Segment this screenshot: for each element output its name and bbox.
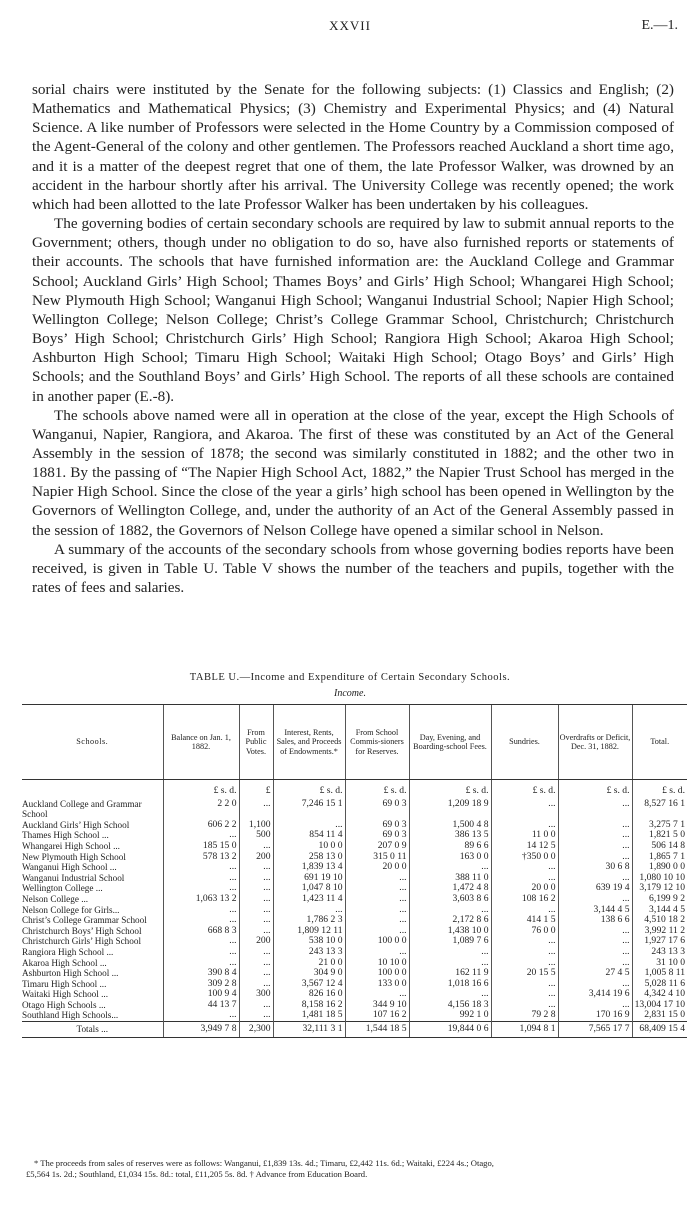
amount-cell: 3,275 7 1 bbox=[632, 820, 687, 831]
amount-cell: ... bbox=[163, 873, 239, 884]
unit-cell: £ s. d. bbox=[345, 780, 409, 799]
school-name-cell: Christchurch Girls’ High School bbox=[22, 936, 141, 947]
amount-cell: ... bbox=[345, 894, 409, 905]
column-header: Balance on Jan. 1, 1882. bbox=[163, 705, 239, 780]
amount-cell: ... bbox=[491, 989, 558, 1000]
amount-cell: 243 13 3 bbox=[632, 947, 687, 958]
amount-cell: 1,821 5 0 bbox=[632, 830, 687, 841]
amount-cell: ... bbox=[491, 873, 558, 884]
amount-cell: 200 bbox=[239, 936, 273, 947]
amount-cell: ... bbox=[491, 1000, 558, 1011]
amount-cell: 1,089 7 6 bbox=[409, 936, 491, 947]
amount-cell: 1,005 8 11 bbox=[632, 968, 687, 979]
amount-cell: ... bbox=[273, 820, 345, 831]
school-name-cell: Wanganui High School ... bbox=[22, 862, 117, 873]
table-row bbox=[22, 947, 687, 958]
school-name-cell: New Plymouth High School bbox=[22, 851, 126, 862]
school-name-cell: Wellington College ... bbox=[22, 883, 103, 894]
school-name-cell: Ashburton High School ... bbox=[22, 968, 119, 979]
amount-cell: ... bbox=[558, 958, 632, 969]
amount-cell: ... bbox=[558, 830, 632, 841]
amount-cell: 500 bbox=[239, 830, 273, 841]
amount-cell: 69 0 3 bbox=[345, 820, 409, 831]
amount-cell: ... bbox=[558, 820, 632, 831]
amount-cell: 3,414 19 6 bbox=[558, 989, 632, 1000]
amount-cell: ... bbox=[239, 905, 273, 916]
footnotes bbox=[26, 1158, 686, 1180]
school-name-cell: Auckland Girls’ High School bbox=[22, 819, 130, 830]
amount-cell: 826 16 0 bbox=[273, 989, 345, 1000]
amount-cell: 3,144 4 5 bbox=[632, 905, 687, 916]
amount-cell: ... bbox=[239, 1010, 273, 1021]
table-row bbox=[22, 1000, 687, 1011]
amount-cell: 668 8 3 bbox=[163, 926, 239, 937]
amount-cell: 11 0 0 bbox=[491, 830, 558, 841]
school-name-cell: Christ’s College Grammar School bbox=[22, 915, 147, 926]
table-row bbox=[22, 1010, 687, 1021]
amount-cell: 21 0 0 bbox=[273, 958, 345, 969]
amount-cell: ... bbox=[558, 1000, 632, 1011]
unit-cell: £ s. d. bbox=[632, 780, 687, 799]
amount-cell: ... bbox=[491, 947, 558, 958]
amount-cell: ... bbox=[345, 883, 409, 894]
amount-cell: ... bbox=[409, 947, 491, 958]
table-row bbox=[22, 936, 687, 947]
school-name-cell: Nelson College for Girls... bbox=[22, 904, 120, 915]
amount-cell: ... bbox=[345, 947, 409, 958]
amount-cell: ... bbox=[409, 905, 491, 916]
table-row bbox=[22, 799, 687, 820]
amount-cell: 1,047 8 10 bbox=[273, 883, 345, 894]
school-name-cell: Otago High Schools ... bbox=[22, 999, 106, 1010]
amount-cell: ... bbox=[409, 989, 491, 1000]
table-row bbox=[22, 926, 687, 937]
amount-cell: ... bbox=[345, 926, 409, 937]
amount-cell: ... bbox=[558, 926, 632, 937]
amount-cell: ... bbox=[239, 915, 273, 926]
unit-cell: £ s. d. bbox=[409, 780, 491, 799]
school-name-cell: Southland High Schools... bbox=[22, 1010, 119, 1021]
amount-cell: ... bbox=[163, 947, 239, 958]
total-cell: 7,565 17 7 bbox=[558, 1022, 632, 1038]
amount-cell: 3,603 8 6 bbox=[409, 894, 491, 905]
amount-cell: ... bbox=[163, 915, 239, 926]
school-name-cell: Waitaki High School ... bbox=[22, 989, 109, 1000]
amount-cell: 163 0 0 bbox=[409, 852, 491, 863]
amount-cell: ... bbox=[163, 862, 239, 873]
amount-cell: 992 1 0 bbox=[409, 1010, 491, 1021]
amount-cell: 69 0 3 bbox=[345, 799, 409, 820]
amount-cell: 10 10 0 bbox=[345, 958, 409, 969]
school-name-cell: Thames High School ... bbox=[22, 830, 109, 841]
school-name-cell: Nelson College ... bbox=[22, 893, 89, 904]
amount-cell: 344 9 10 bbox=[345, 1000, 409, 1011]
column-header: From Public Votes. bbox=[239, 705, 273, 780]
unit-cell: £ s. d. bbox=[558, 780, 632, 799]
amount-cell: 138 6 6 bbox=[558, 915, 632, 926]
amount-cell: 538 10 0 bbox=[273, 936, 345, 947]
amount-cell: ... bbox=[163, 936, 239, 947]
totals-row bbox=[22, 1022, 687, 1038]
unit-cell: £ s. d. bbox=[491, 780, 558, 799]
total-cell: 1,094 8 1 bbox=[491, 1022, 558, 1038]
amount-cell: 4,510 18 2 bbox=[632, 915, 687, 926]
income-table bbox=[22, 704, 687, 1038]
amount-cell: 44 13 7 bbox=[163, 1000, 239, 1011]
amount-cell: 606 2 2 bbox=[163, 820, 239, 831]
column-header: Overdrafts or Deficit, Dec. 31, 1882. bbox=[558, 705, 632, 780]
amount-cell: ... bbox=[558, 873, 632, 884]
footnote-reserves: * The proceeds from sales of reserves were as follows: Wanganui, £1,839 13s. 4d.; Timaru, £2,442 11s. 6d.; Waitaki, £224 4s.; Otago, bbox=[34, 1158, 494, 1168]
amount-cell: ... bbox=[239, 947, 273, 958]
amount-cell: 108 16 2 bbox=[491, 894, 558, 905]
amount-cell: ... bbox=[345, 989, 409, 1000]
table-row bbox=[22, 883, 687, 894]
amount-cell: 1,423 11 4 bbox=[273, 894, 345, 905]
amount-cell: 185 15 0 bbox=[163, 841, 239, 852]
amount-cell: 1,865 7 1 bbox=[632, 852, 687, 863]
amount-cell: 20 15 5 bbox=[491, 968, 558, 979]
amount-cell: 7,246 15 1 bbox=[273, 799, 345, 820]
amount-cell: 1,080 10 10 bbox=[632, 873, 687, 884]
amount-cell: ... bbox=[409, 958, 491, 969]
amount-cell: 207 0 9 bbox=[345, 841, 409, 852]
amount-cell: 20 0 0 bbox=[491, 883, 558, 894]
units-row bbox=[22, 780, 687, 799]
paragraph: The governing bodies of certain secondary schools are required by law to submit annual reports to the Government; others, though under no obligation to do so, have also furnished reports or statements of their accounts. The schools that have furnished information are: the Auckland College and Grammar School; Auckland Girls’ High School; Thames Boys’ and Girls’ High School; Whangarei High School; New Plymouth High School; Wanganui High School; Wanganui Industrial School; Napier High School; Wellington College; Nelson College; Christ’s College Grammar School, Christchurch; Christchurch Boys’ High School; Christchurch Girls’ High School; Rangiora High School; Akaroa High School; Ashburton High School; Timaru High School; Waitaki High School; Otago Boys’ and Girls’ High Schools; and the Southland Boys’ and Girls’ High School. The reports of all these schools are contained in another paper (E.-8). bbox=[32, 215, 674, 405]
amount-cell: 854 11 4 bbox=[273, 830, 345, 841]
amount-cell: 69 0 3 bbox=[345, 830, 409, 841]
body-text bbox=[32, 80, 674, 597]
amount-cell: 309 2 8 bbox=[163, 979, 239, 990]
amount-cell: ... bbox=[239, 841, 273, 852]
total-cell: 3,949 7 8 bbox=[163, 1022, 239, 1038]
table-row bbox=[22, 873, 687, 884]
school-name-cell: Wanganui Industrial School bbox=[22, 872, 125, 883]
school-name-cell: Christchurch Boys’ High School bbox=[22, 925, 142, 936]
amount-cell: 10 0 0 bbox=[273, 841, 345, 852]
amount-cell: 89 6 6 bbox=[409, 841, 491, 852]
total-cell: 2,300 bbox=[239, 1022, 273, 1038]
table-row bbox=[22, 989, 687, 1000]
amount-cell: 506 14 8 bbox=[632, 841, 687, 852]
amount-cell: ... bbox=[239, 926, 273, 937]
amount-cell: 639 19 4 bbox=[558, 883, 632, 894]
table-row bbox=[22, 894, 687, 905]
amount-cell: 315 0 11 bbox=[345, 852, 409, 863]
amount-cell: 3,567 12 4 bbox=[273, 979, 345, 990]
amount-cell: †350 0 0 bbox=[491, 852, 558, 863]
amount-cell: ... bbox=[239, 799, 273, 820]
table-row bbox=[22, 841, 687, 852]
paragraph: A summary of the accounts of the secondary schools from whose governing bodies reports have been received, is given in Table U. Table V shows the number of the teachers and pupils, together with the rates of fees and salaries. bbox=[32, 540, 674, 597]
table-title: TABLE U.—Income and Expenditure of Certain Secondary Schools. bbox=[189, 672, 511, 683]
amount-cell: 3,179 12 10 bbox=[632, 883, 687, 894]
amount-cell: 1,786 2 3 bbox=[273, 915, 345, 926]
amount-cell: 133 0 0 bbox=[345, 979, 409, 990]
amount-cell: ... bbox=[239, 883, 273, 894]
amount-cell: 1,890 0 0 bbox=[632, 862, 687, 873]
amount-cell: ... bbox=[345, 873, 409, 884]
amount-cell: 691 19 10 bbox=[273, 873, 345, 884]
unit-cell bbox=[22, 780, 163, 799]
amount-cell: ... bbox=[345, 915, 409, 926]
amount-cell: ... bbox=[558, 936, 632, 947]
amount-cell: ... bbox=[491, 799, 558, 820]
paragraph: sorial chairs were instituted by the Senate for the following subjects: (1) Classics and English; (2) Mathematics and Mathematical Physics; (3) Chemistry and Experimental Physics; and (4) Natural Science. A like number of Professors were selected in the Home Country by a Commission composed of the Agent-General of the colony and other gentlemen. The Professors reached Auckland a short time ago, and it is a matter of the deepest regret that one of them, the late Professor Walker, was drowned by an accident in the harbour shortly after his arrival. The University College was recently opened; the work which had been allotted to the late Professor Walker has been undertaken by his colleagues. bbox=[32, 81, 674, 213]
table-row bbox=[22, 852, 687, 863]
table-row bbox=[22, 905, 687, 916]
amount-cell: ... bbox=[491, 936, 558, 947]
school-name-cell: Rangiora High School ... bbox=[22, 946, 114, 957]
amount-cell: ... bbox=[558, 947, 632, 958]
amount-cell: 100 0 0 bbox=[345, 968, 409, 979]
amount-cell: 27 4 5 bbox=[558, 968, 632, 979]
amount-cell: ... bbox=[163, 830, 239, 841]
amount-cell: 6,199 9 2 bbox=[632, 894, 687, 905]
school-name-cell: Whangarei High School ... bbox=[22, 840, 120, 851]
amount-cell: 300 bbox=[239, 989, 273, 1000]
column-header: Sundries. bbox=[491, 705, 558, 780]
amount-cell: 578 13 2 bbox=[163, 852, 239, 863]
amount-cell: ... bbox=[239, 862, 273, 873]
column-header: Total. bbox=[632, 705, 687, 780]
amount-cell: 386 13 5 bbox=[409, 830, 491, 841]
amount-cell: ... bbox=[558, 979, 632, 990]
column-header: Interest, Rents, Sales, and Proceeds of Endowments.* bbox=[273, 705, 345, 780]
table-row bbox=[22, 862, 687, 873]
amount-cell: 20 0 0 bbox=[345, 862, 409, 873]
amount-cell: ... bbox=[239, 1000, 273, 1011]
amount-cell: 1,839 13 4 bbox=[273, 862, 345, 873]
amount-cell: 100 0 0 bbox=[345, 936, 409, 947]
amount-cell: ... bbox=[491, 905, 558, 916]
amount-cell: ... bbox=[239, 958, 273, 969]
amount-cell: ... bbox=[558, 894, 632, 905]
amount-cell: 390 8 4 bbox=[163, 968, 239, 979]
amount-cell: 258 13 0 bbox=[273, 852, 345, 863]
amount-cell: 1,063 13 2 bbox=[163, 894, 239, 905]
amount-cell: ... bbox=[491, 958, 558, 969]
amount-cell: 1,100 bbox=[239, 820, 273, 831]
totals-label: Totals ... bbox=[22, 1022, 163, 1038]
amount-cell: 3,144 4 5 bbox=[558, 905, 632, 916]
amount-cell: ... bbox=[239, 894, 273, 905]
column-header: Day, Evening, and Boarding-school Fees. bbox=[409, 705, 491, 780]
amount-cell: ... bbox=[558, 799, 632, 820]
school-name-cell: Akaroa High School ... bbox=[22, 957, 107, 968]
amount-cell: 14 12 5 bbox=[491, 841, 558, 852]
amount-cell: ... bbox=[409, 862, 491, 873]
amount-cell: ... bbox=[163, 958, 239, 969]
amount-cell: 2 2 0 bbox=[163, 799, 239, 820]
amount-cell: 1,209 18 9 bbox=[409, 799, 491, 820]
amount-cell: ... bbox=[558, 841, 632, 852]
amount-cell: 200 bbox=[239, 852, 273, 863]
unit-cell: £ s. d. bbox=[163, 780, 239, 799]
unit-cell: £ s. d. bbox=[273, 780, 345, 799]
amount-cell: 1,809 12 11 bbox=[273, 926, 345, 937]
table-row bbox=[22, 958, 687, 969]
table-row bbox=[22, 830, 687, 841]
amount-cell: 31 10 0 bbox=[632, 958, 687, 969]
paragraph: The schools above named were all in operation at the close of the year, except the High Schools of Wanganui, Napier, Rangiora, and Akaroa. The first of these was constituted by an Act of the General Assembly in the session of 1878; the second was similarly constituted in 1882; and the other two in 1881. By the passing of “The Napier High School Act, 1882,” the Napier Trust School has merged in the Napier High School. Since the close of the year a girls’ high school has been opened in Wellington by the Governors of Wellington College, and, under the authority of an Act of the General Assembly passed in the session of 1882, the Governors of Nelson College have opened a similar school in Nelson. bbox=[32, 406, 674, 539]
amount-cell: 1,018 16 6 bbox=[409, 979, 491, 990]
page-header bbox=[22, 18, 678, 38]
total-cell: 1,544 18 5 bbox=[345, 1022, 409, 1038]
total-cell: 19,844 0 6 bbox=[409, 1022, 491, 1038]
amount-cell: ... bbox=[491, 820, 558, 831]
amount-cell: 1,438 10 0 bbox=[409, 926, 491, 937]
amount-cell: 13,004 17 10 bbox=[632, 1000, 687, 1011]
amount-cell: 304 9 0 bbox=[273, 968, 345, 979]
amount-cell: 5,028 11 6 bbox=[632, 979, 687, 990]
amount-cell: 388 11 0 bbox=[409, 873, 491, 884]
document-reference: E.—1. bbox=[641, 18, 678, 33]
table-row bbox=[22, 915, 687, 926]
amount-cell: 1,481 18 5 bbox=[273, 1010, 345, 1021]
column-header: From School Commis-sioners for Reserves. bbox=[345, 705, 409, 780]
amount-cell: 76 0 0 bbox=[491, 926, 558, 937]
amount-cell: ... bbox=[239, 968, 273, 979]
amount-cell: 8,158 16 2 bbox=[273, 1000, 345, 1011]
total-cell: 68,409 15 4 bbox=[632, 1022, 687, 1038]
amount-cell: 4,342 4 10 bbox=[632, 989, 687, 1000]
amount-cell: 1,927 17 6 bbox=[632, 936, 687, 947]
unit-cell: £ bbox=[239, 780, 273, 799]
amount-cell: 1,500 4 8 bbox=[409, 820, 491, 831]
total-cell: 32,111 3 1 bbox=[273, 1022, 345, 1038]
amount-cell: 162 11 9 bbox=[409, 968, 491, 979]
amount-cell: 100 9 4 bbox=[163, 989, 239, 1000]
table-header-row bbox=[22, 705, 687, 780]
amount-cell: 2,831 15 0 bbox=[632, 1010, 687, 1021]
table-row bbox=[22, 979, 687, 990]
table-row bbox=[22, 820, 687, 831]
amount-cell: ... bbox=[345, 905, 409, 916]
page-number: XXVII bbox=[329, 18, 371, 33]
table-subtitle: Income. bbox=[334, 688, 366, 699]
amount-cell: 243 13 3 bbox=[273, 947, 345, 958]
column-header: Schools. bbox=[22, 705, 163, 780]
amount-cell: 30 6 8 bbox=[558, 862, 632, 873]
amount-cell: 8,527 16 1 bbox=[632, 799, 687, 820]
amount-cell: 414 1 5 bbox=[491, 915, 558, 926]
amount-cell: ... bbox=[163, 883, 239, 894]
amount-cell: 2,172 8 6 bbox=[409, 915, 491, 926]
amount-cell: 3,992 11 2 bbox=[632, 926, 687, 937]
amount-cell: ... bbox=[163, 905, 239, 916]
amount-cell: ... bbox=[491, 979, 558, 990]
table-row bbox=[22, 968, 687, 979]
school-name-cell: Timaru High School ... bbox=[22, 978, 107, 989]
amount-cell: 1,472 4 8 bbox=[409, 883, 491, 894]
amount-cell: ... bbox=[239, 873, 273, 884]
amount-cell: ... bbox=[491, 862, 558, 873]
amount-cell: 79 2 8 bbox=[491, 1010, 558, 1021]
amount-cell: 4,156 18 3 bbox=[409, 1000, 491, 1011]
amount-cell: ... bbox=[163, 1010, 239, 1021]
amount-cell: ... bbox=[273, 905, 345, 916]
amount-cell: ... bbox=[558, 852, 632, 863]
footnote-advance: £5,564 1s. 2d.; Southland, £1,034 15s. 8d.: total, £11,205 5s. 8d. † Advance from Education Board. bbox=[26, 1169, 368, 1179]
amount-cell: ... bbox=[239, 979, 273, 990]
school-name-cell: Auckland College and Grammar School bbox=[22, 798, 142, 820]
amount-cell: 107 16 2 bbox=[345, 1010, 409, 1021]
amount-cell: 170 16 9 bbox=[558, 1010, 632, 1021]
